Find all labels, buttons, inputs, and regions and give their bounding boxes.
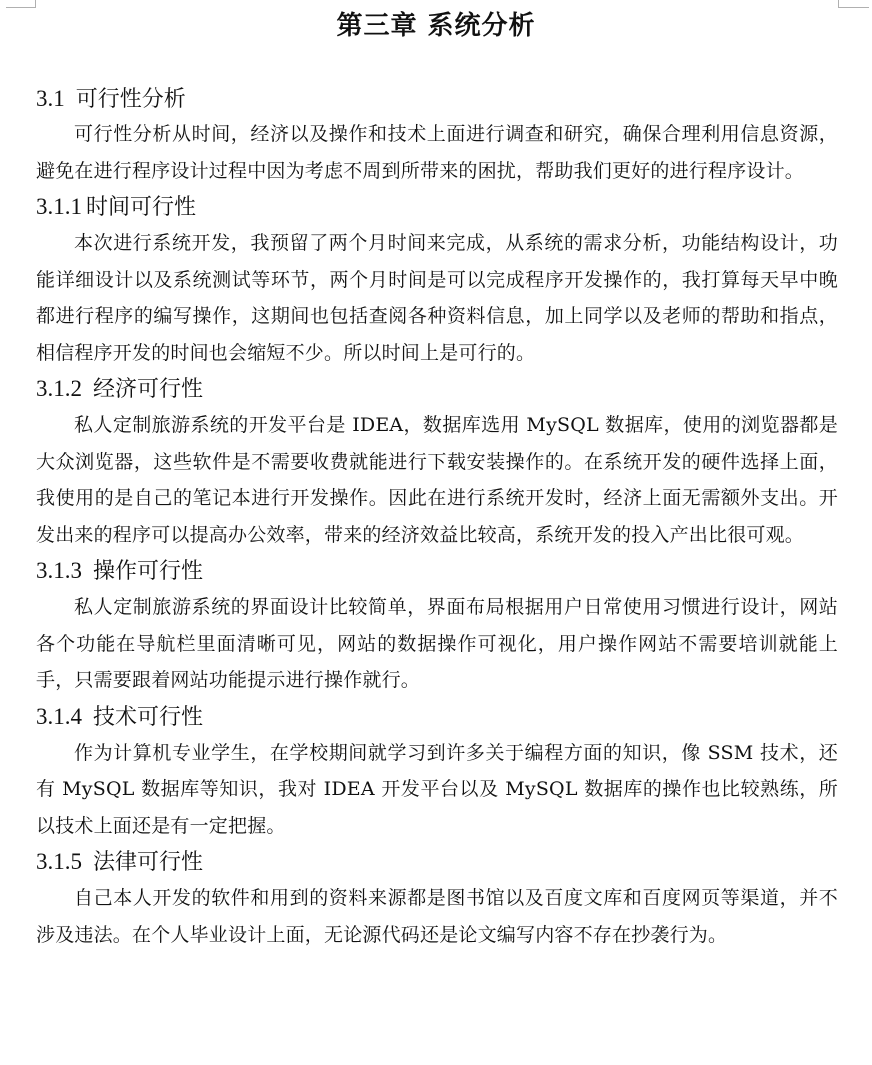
- subsection-title: 时间可行性: [86, 195, 197, 220]
- subsection-number: 3.1.1: [36, 194, 82, 219]
- subsection-heading: [36, 699, 838, 735]
- section-heading: [36, 82, 838, 116]
- subsection-title: 操作可行性: [93, 559, 204, 584]
- subsection-paragraph: 作为计算机专业学生，在学校期间就学习到许多关于编程方面的知识，像 SSM 技术，还有 MySQL 数据库等知识，我对 IDEA 开发平台以及 MySQL 数据库的操作也比较熟练，所以技术上面还是有一定把握。: [36, 741, 838, 837]
- subsection-number: 3.1.5: [36, 849, 82, 874]
- subsection-paragraph: 自己本人开发的软件和用到的资料来源都是图书馆以及百度文库和百度网页等渠道，并不涉及违法。在个人毕业设计上面，无论源代码还是论文编写内容不存在抄袭行为。: [36, 887, 838, 946]
- subsection-number: 3.1.3: [36, 558, 82, 583]
- section-paragraph: 可行性分析从时间，经济以及操作和技术上面进行调查和研究，确保合理利用信息资源，避免在进行程序设计过程中因为考虑不周到所带来的困扰，帮助我们更好的进行程序设计。: [36, 123, 838, 182]
- chapter-title: 第三章 系统分析: [336, 11, 536, 41]
- section-3-1-2: [36, 371, 838, 553]
- subsection-number: 3.1.2: [36, 376, 82, 401]
- section-3-1-1: [36, 189, 838, 371]
- subsection-heading: [36, 844, 838, 880]
- subsection-title: 法律可行性: [93, 850, 204, 875]
- subsection-title: 经济可行性: [93, 377, 204, 402]
- section-3-1: [36, 82, 838, 189]
- subsection-title: 技术可行性: [93, 704, 204, 730]
- section-3-1-3: [36, 553, 838, 699]
- subsection-paragraph: 私人定制旅游系统的界面设计比较简单，界面布局根据用户日常使用习惯进行设计，网站各个功能在导航栏里面清晰可见，网站的数据操作可视化，用户操作网站不需要培训就能上手，只需要跟着网站功能提示进行操作就行。: [36, 596, 838, 691]
- section-3-1-5: [36, 844, 838, 953]
- subsection-heading: [36, 189, 838, 225]
- subsection-paragraph: 私人定制旅游系统的开发平台是 IDEA，数据库选用 MySQL 数据库，使用的浏览器都是大众浏览器，这些软件是不需要收费就能进行下载安装操作的。在系统开发的硬件选择上面，我使用的是自己的笔记本进行开发操作。因此在进行系统开发时，经济上面无需额外支出。开发出来的程序可以提高办公效率，带来的经济效益比较高，系统开发的投入产出比很可观。: [36, 414, 838, 546]
- subsection-paragraph: 本次进行系统开发，我预留了两个月时间来完成，从系统的需求分析，功能结构设计，功能详细设计以及系统测试等环节，两个月时间是可以完成程序开发操作的，我打算每天早中晚都进行程序的编写操作，这期间也包括查阅各种资料信息，加上同学以及老师的帮助和指点，相信程序开发的时间也会缩短不少。所以时间上是可行的。: [36, 232, 838, 364]
- section-number: 3.1: [36, 86, 65, 111]
- section-title: 可行性分析: [75, 87, 186, 112]
- section-3-1-4: [36, 699, 838, 845]
- subsection-heading: [36, 553, 838, 589]
- subsection-heading: [36, 371, 838, 407]
- subsection-number: 3.1.4: [36, 703, 82, 729]
- document-content: [36, 82, 838, 953]
